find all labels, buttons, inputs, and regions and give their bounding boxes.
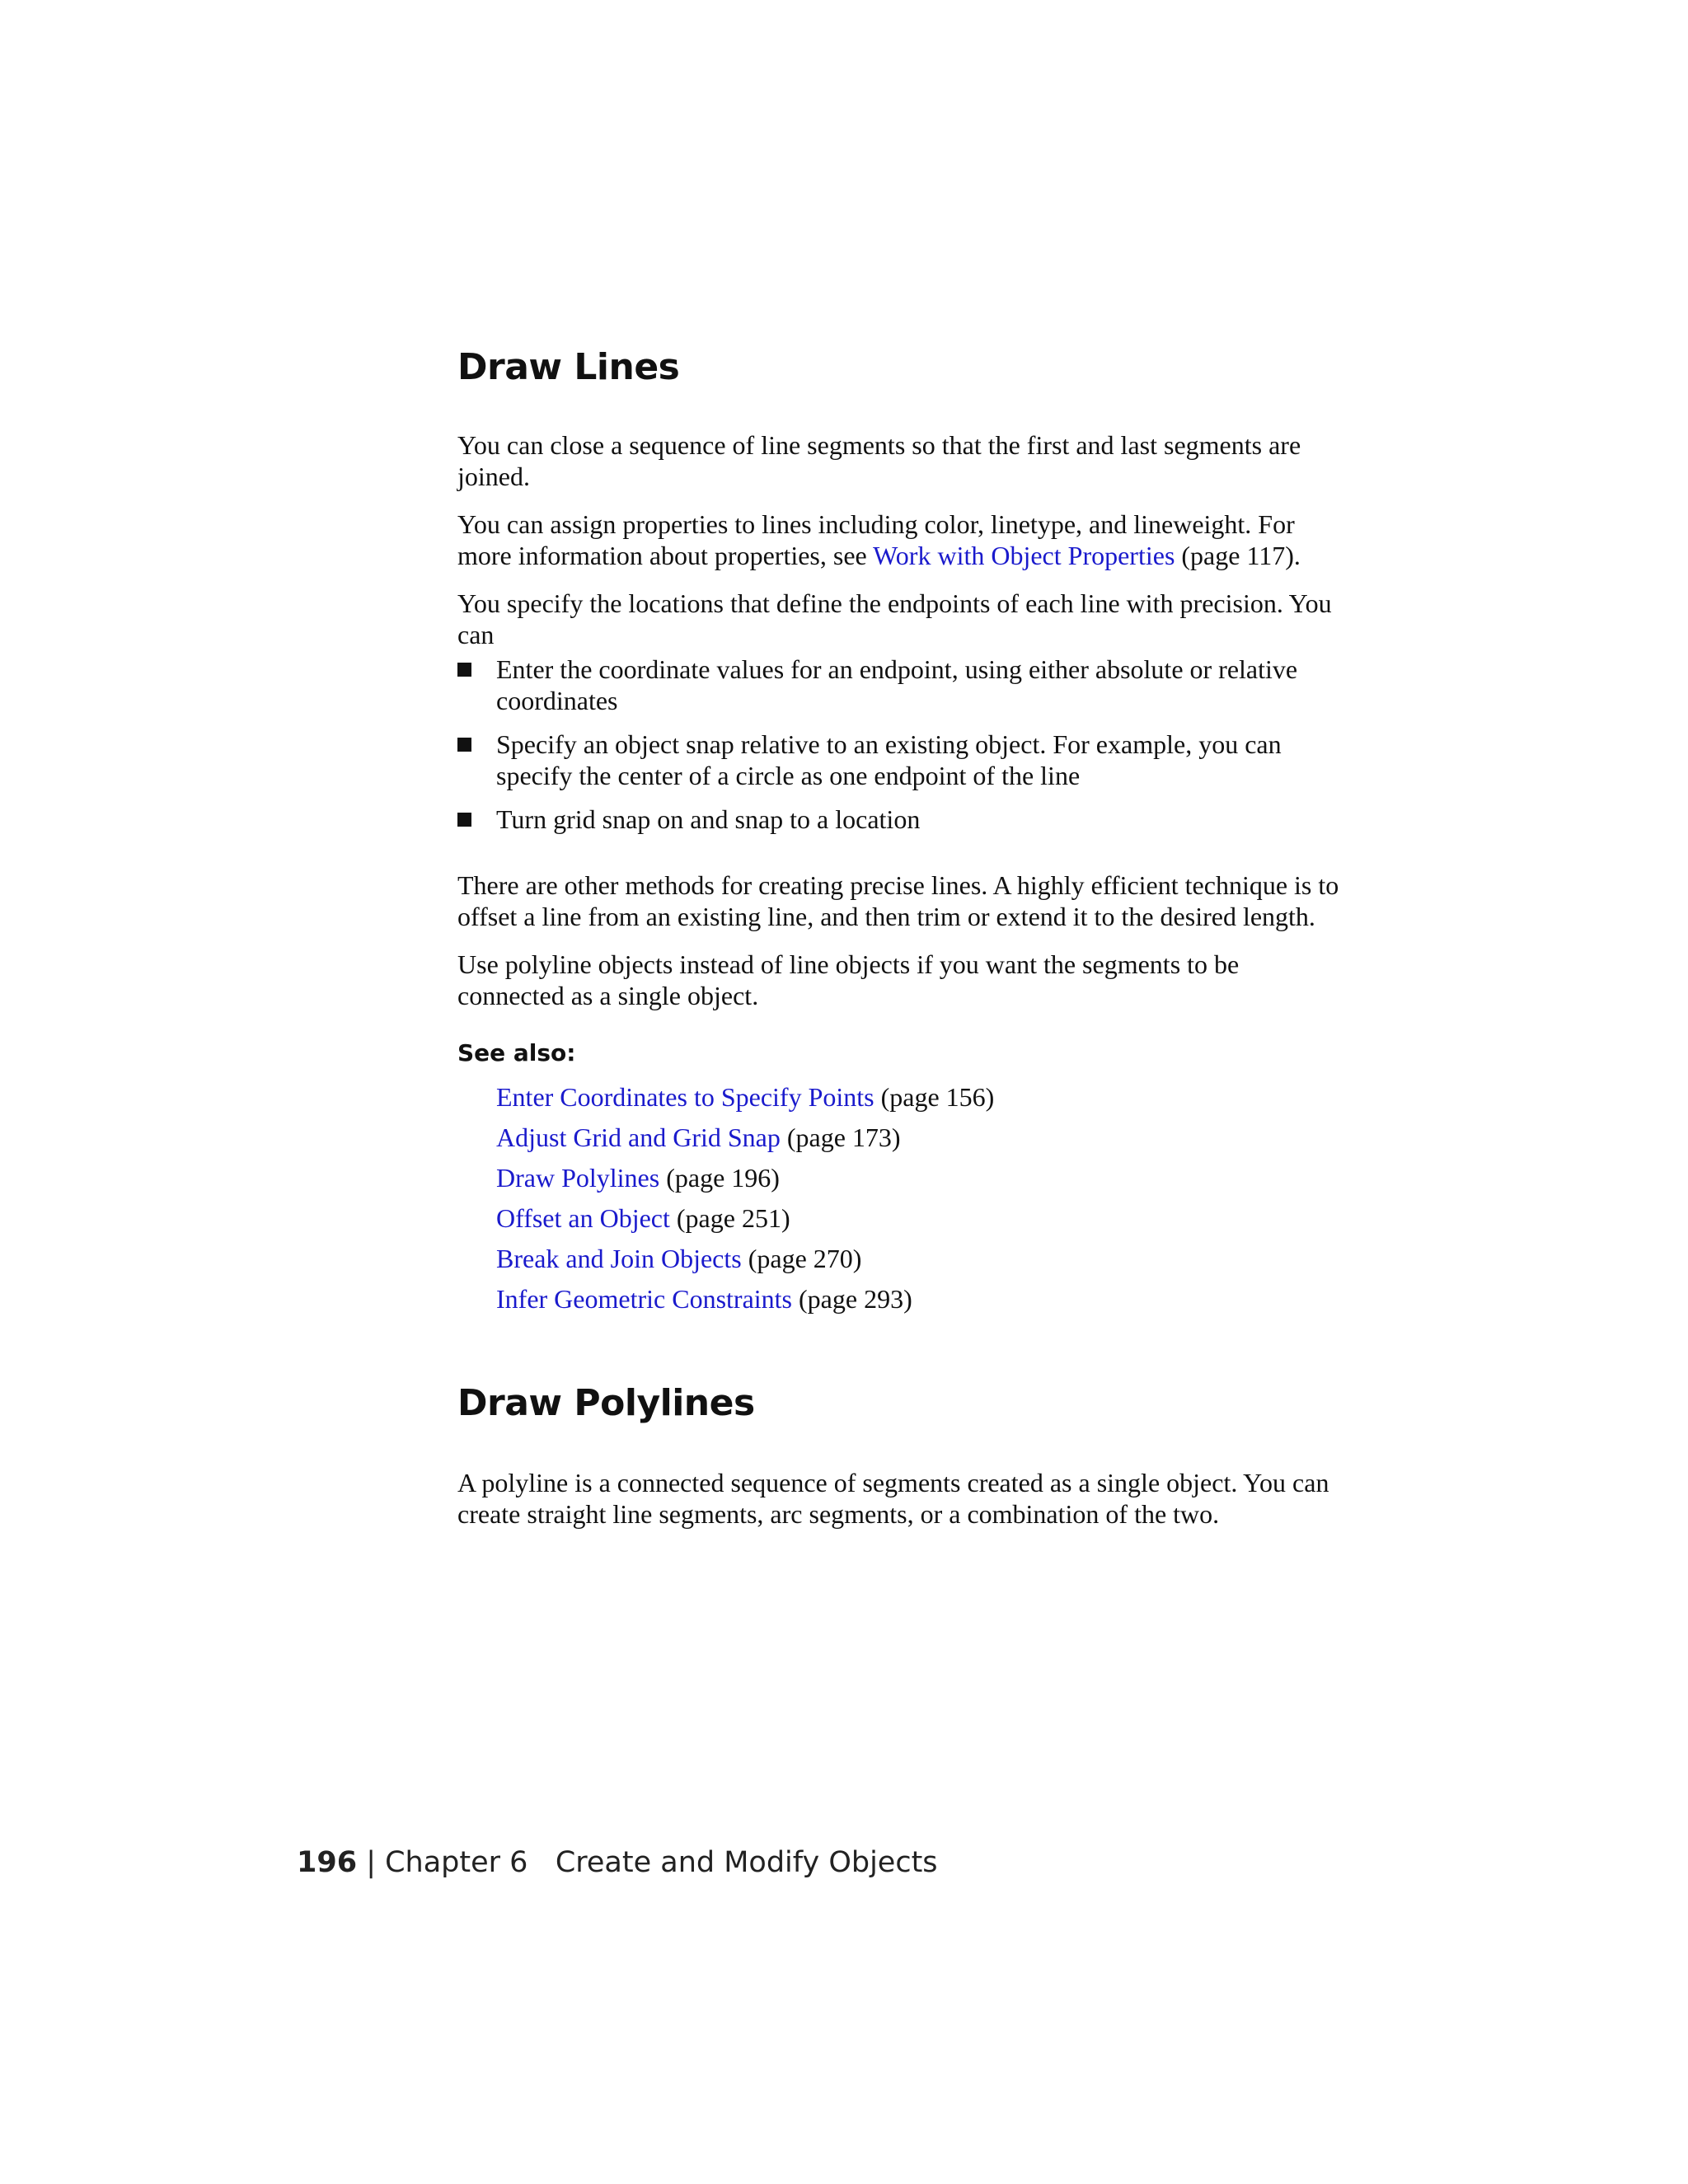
page-footer [297,1846,938,1879]
section-title-draw-polylines: Draw Polylines [457,1382,755,1424]
list-item-text: Turn grid snap on and snap to a location [496,804,921,834]
page-reference: (page 173) [780,1122,901,1152]
see-also-heading: See also: [457,1039,576,1066]
link-infer-constraints[interactable]: Infer Geometric Constraints [496,1284,792,1314]
footer-gap [528,1846,555,1879]
list-item [457,729,1348,791]
link-adjust-grid[interactable]: Adjust Grid and Grid Snap [496,1122,781,1152]
see-also-item [496,1162,1348,1193]
link-break-and-join[interactable]: Break and Join Objects [496,1244,742,1273]
page-number: 196 [297,1846,358,1879]
paragraph: You specify the locations that define the endpoints of each line with precision. You can [457,588,1332,649]
paragraph: There are other methods for creating precise lines. A highly efficient technique is to offset a line from an existing line, and then trim or extend it to the desired length. [457,870,1339,931]
page-reference: (page 196) [659,1163,780,1193]
page-reference: (page 251) [669,1203,790,1233]
see-also-list [457,1081,1348,1315]
list-item-text: Enter the coordinate values for an endpoint, using either absolute or relative coordinates [496,654,1298,715]
section-title-draw-lines: Draw Lines [457,346,680,388]
link-enter-coordinates[interactable]: Enter Coordinates to Specify Points [496,1082,874,1112]
page-reference: (page 117). [1175,541,1301,570]
square-bullet-icon [457,813,471,827]
page-content [457,346,1348,1530]
page-reference: (page 270) [741,1244,862,1273]
paragraph-text: You can assign properties to lines including color, linetype, and lineweight. For more information about properties, see [457,509,1295,570]
bullet-list [457,654,1348,835]
list-item [457,804,1348,835]
page-reference: (page 156) [874,1082,995,1112]
paragraph: You can close a sequence of line segments so that the first and last segments are joined. [457,430,1301,491]
link-draw-polylines[interactable]: Draw Polylines [496,1163,660,1193]
see-also-item [496,1243,1348,1274]
see-also-item [496,1081,1348,1113]
list-item-text: Specify an object snap relative to an existing object. For example, you can specify the center of a circle as one endpoint of the line [496,729,1282,790]
link-offset-object[interactable]: Offset an Object [496,1203,670,1233]
paragraph: A polyline is a connected sequence of segments created as a single object. You can create straight line segments, arc segments, or a combination of the two. [457,1468,1329,1529]
chapter-label: Chapter 6 [385,1846,528,1879]
paragraph: Use polyline objects instead of line objects if you want the segments to be connected as a single object. [457,949,1240,1010]
square-bullet-icon [457,663,471,677]
list-item [457,654,1348,716]
link-work-with-object-properties[interactable]: Work with Object Properties [873,541,1175,570]
square-bullet-icon [457,738,471,752]
see-also-item [496,1122,1348,1153]
see-also-item [496,1202,1348,1234]
paragraph-properties [457,509,1348,571]
page-reference: (page 293) [792,1284,912,1314]
see-also-item [496,1283,1348,1315]
footer-separator: | [357,1846,386,1879]
chapter-title: Create and Modify Objects [555,1846,938,1879]
